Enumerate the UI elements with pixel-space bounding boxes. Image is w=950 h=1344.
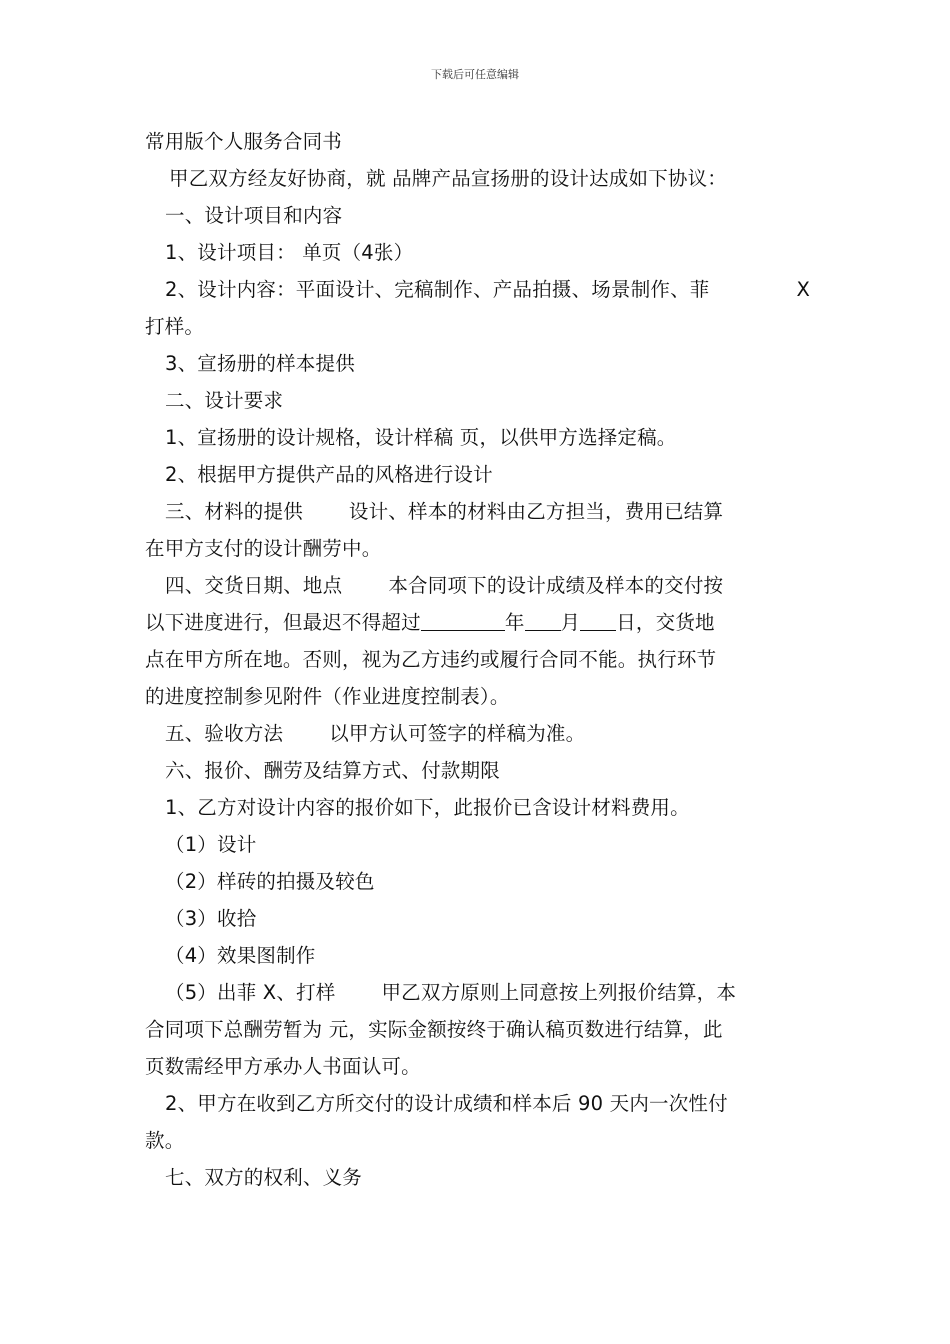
- date-line: [145, 604, 810, 641]
- section-text: 以甲方认可签字的样稿为准。: [329, 722, 586, 745]
- year-blank: [421, 608, 505, 631]
- sub-item: （1）设计: [165, 833, 257, 856]
- section-paragraph: [145, 493, 810, 530]
- section-heading: 二、设计要求: [165, 389, 284, 412]
- month-blank: [525, 608, 561, 631]
- section-heading: 六、报价、酬劳及结算方式、付款期限: [165, 759, 500, 782]
- contract-title: 常用版个人服务合同书: [145, 130, 343, 153]
- month-label: 月: [560, 611, 581, 634]
- list-item: 2、根据甲方提供产品的风格进行设计: [165, 463, 493, 486]
- sub-item: [145, 974, 810, 1011]
- list-item-continued: 款。: [145, 1129, 185, 1152]
- section-paragraph: [145, 567, 810, 604]
- section-heading: 五、验收方法: [165, 722, 284, 745]
- list-item: 2、甲方在收到乙方所交付的设计成绩和样本后 90 天内一次性付: [165, 1092, 728, 1115]
- list-item: [145, 271, 810, 308]
- list-item: 1、设计项目： 单页（4张）: [165, 241, 414, 264]
- list-item: 3、宣扬册的样本提供: [165, 352, 355, 375]
- section-heading: 一、设计项目和内容: [165, 204, 343, 227]
- paragraph-continued: 合同项下总酬劳暂为 元，实际金额按终于确认稿页数进行结算，此: [145, 1018, 723, 1041]
- section-heading: 四、交货日期、地点: [165, 574, 343, 597]
- section-text: 设计、样本的材料由乙方担当，费用已结算: [348, 500, 724, 523]
- contract-body: [145, 123, 810, 1196]
- day-blank: [580, 608, 616, 631]
- sub-item: （4）效果图制作: [165, 944, 316, 967]
- year-label: 年: [504, 611, 525, 634]
- paragraph-continued: 在甲方支付的设计酬劳中。: [145, 537, 382, 560]
- paragraph-continued: 点在甲方所在地。否则，视为乙方违约或履行合同不能。执行环节: [145, 648, 717, 671]
- sub-item: （2）样砖的拍摄及较色: [165, 870, 375, 893]
- section-heading: 三、材料的提供: [165, 500, 303, 523]
- day-label: 日，交货地: [616, 611, 715, 634]
- section-heading: 七、双方的权利、义务: [165, 1166, 363, 1189]
- list-item-continued: 打样。: [145, 315, 205, 338]
- intro-paragraph: 甲乙双方经友好协商，就 品牌产品宣扬册的设计达成如下协议：: [169, 167, 727, 190]
- sub-item: （3）收拾: [165, 907, 257, 930]
- paragraph-continued: 的进度控制参见附件（作业进度控制表）。: [145, 685, 510, 708]
- page-header: 下载后可任意编辑: [431, 68, 519, 81]
- list-item: 1、宣扬册的设计规格，设计样稿 页，以供甲方选择定稿。: [165, 426, 677, 449]
- list-item: 1、乙方对设计内容的报价如下，此报价已含设计材料费用。: [165, 796, 690, 819]
- section-text: 本合同项下的设计成绩及样本的交付按: [388, 574, 724, 597]
- list-item-text: 2、设计内容：平面设计、完稿制作、产品拍摄、场景制作、菲: [165, 278, 710, 301]
- section-paragraph: [145, 715, 810, 752]
- paragraph-text: 以下进度进行，但最迟不得超过: [145, 611, 421, 634]
- sub-item-text: 甲乙双方原则上同意按上列报价结算，本: [381, 981, 737, 1004]
- paragraph-continued: 页数需经甲方承办人书面认可。: [145, 1055, 421, 1078]
- sub-item-label: （5）出菲 X、打样: [165, 981, 336, 1004]
- list-item-text-end: X: [796, 278, 810, 301]
